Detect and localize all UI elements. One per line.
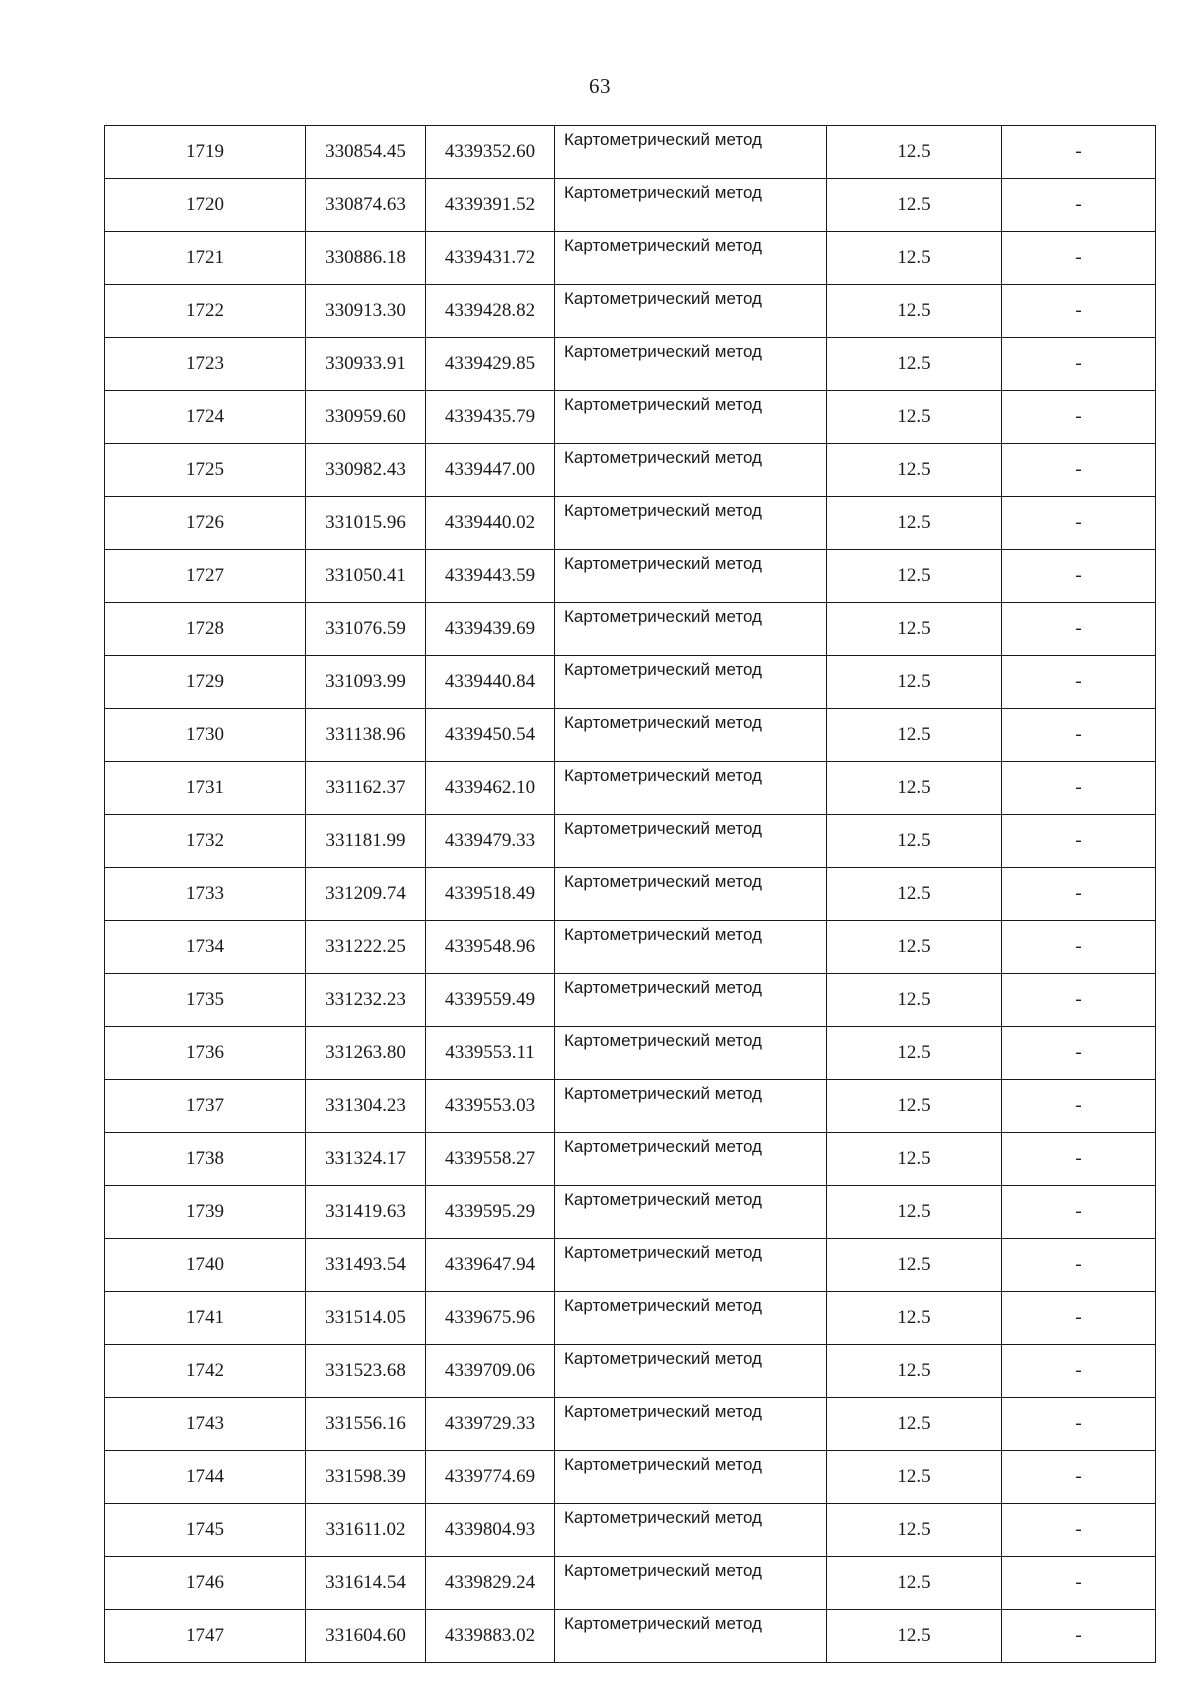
method-cell: Картометрический метод bbox=[555, 1345, 827, 1398]
point-number-cell: 1719 bbox=[105, 126, 306, 179]
point-number-cell: 1747 bbox=[105, 1610, 306, 1663]
accuracy-cell: 12.5 bbox=[827, 1027, 1002, 1080]
accuracy-cell: 12.5 bbox=[827, 868, 1002, 921]
table-row bbox=[105, 1133, 1156, 1186]
table-row bbox=[105, 285, 1156, 338]
x-coordinate-cell: 331614.54 bbox=[306, 1557, 426, 1610]
x-coordinate-cell: 330959.60 bbox=[306, 391, 426, 444]
y-coordinate-cell: 4339558.27 bbox=[426, 1133, 555, 1186]
y-coordinate-cell: 4339391.52 bbox=[426, 179, 555, 232]
note-cell: - bbox=[1002, 1557, 1156, 1610]
table-row bbox=[105, 179, 1156, 232]
method-cell: Картометрический метод bbox=[555, 1557, 827, 1610]
y-coordinate-cell: 4339518.49 bbox=[426, 868, 555, 921]
coordinates-table bbox=[104, 125, 1156, 1663]
x-coordinate-cell: 330886.18 bbox=[306, 232, 426, 285]
table-row bbox=[105, 1292, 1156, 1345]
accuracy-cell: 12.5 bbox=[827, 338, 1002, 391]
note-cell: - bbox=[1002, 603, 1156, 656]
accuracy-cell: 12.5 bbox=[827, 709, 1002, 762]
x-coordinate-cell: 331209.74 bbox=[306, 868, 426, 921]
y-coordinate-cell: 4339428.82 bbox=[426, 285, 555, 338]
table-row bbox=[105, 762, 1156, 815]
note-cell: - bbox=[1002, 1451, 1156, 1504]
table-row bbox=[105, 497, 1156, 550]
point-number-cell: 1738 bbox=[105, 1133, 306, 1186]
accuracy-cell: 12.5 bbox=[827, 497, 1002, 550]
point-number-cell: 1743 bbox=[105, 1398, 306, 1451]
table-row bbox=[105, 338, 1156, 391]
table-row bbox=[105, 1186, 1156, 1239]
method-cell: Картометрический метод bbox=[555, 1610, 827, 1663]
note-cell: - bbox=[1002, 1027, 1156, 1080]
accuracy-cell: 12.5 bbox=[827, 1186, 1002, 1239]
method-cell: Картометрический метод bbox=[555, 1451, 827, 1504]
accuracy-cell: 12.5 bbox=[827, 1610, 1002, 1663]
x-coordinate-cell: 331232.23 bbox=[306, 974, 426, 1027]
accuracy-cell: 12.5 bbox=[827, 815, 1002, 868]
page-number: 63 bbox=[589, 74, 611, 98]
y-coordinate-cell: 4339804.93 bbox=[426, 1504, 555, 1557]
y-coordinate-cell: 4339443.59 bbox=[426, 550, 555, 603]
note-cell: - bbox=[1002, 974, 1156, 1027]
x-coordinate-cell: 331181.99 bbox=[306, 815, 426, 868]
point-number-cell: 1727 bbox=[105, 550, 306, 603]
y-coordinate-cell: 4339429.85 bbox=[426, 338, 555, 391]
point-number-cell: 1736 bbox=[105, 1027, 306, 1080]
point-number-cell: 1721 bbox=[105, 232, 306, 285]
x-coordinate-cell: 331493.54 bbox=[306, 1239, 426, 1292]
note-cell: - bbox=[1002, 656, 1156, 709]
note-cell: - bbox=[1002, 1239, 1156, 1292]
x-coordinate-cell: 331050.41 bbox=[306, 550, 426, 603]
method-cell: Картометрический метод bbox=[555, 1186, 827, 1239]
y-coordinate-cell: 4339595.29 bbox=[426, 1186, 555, 1239]
table-row bbox=[105, 868, 1156, 921]
accuracy-cell: 12.5 bbox=[827, 1504, 1002, 1557]
x-coordinate-cell: 330933.91 bbox=[306, 338, 426, 391]
accuracy-cell: 12.5 bbox=[827, 1451, 1002, 1504]
y-coordinate-cell: 4339709.06 bbox=[426, 1345, 555, 1398]
accuracy-cell: 12.5 bbox=[827, 921, 1002, 974]
x-coordinate-cell: 331138.96 bbox=[306, 709, 426, 762]
point-number-cell: 1725 bbox=[105, 444, 306, 497]
accuracy-cell: 12.5 bbox=[827, 762, 1002, 815]
y-coordinate-cell: 4339729.33 bbox=[426, 1398, 555, 1451]
y-coordinate-cell: 4339647.94 bbox=[426, 1239, 555, 1292]
method-cell: Картометрический метод bbox=[555, 1133, 827, 1186]
accuracy-cell: 12.5 bbox=[827, 444, 1002, 497]
point-number-cell: 1724 bbox=[105, 391, 306, 444]
method-cell: Картометрический метод bbox=[555, 815, 827, 868]
point-number-cell: 1722 bbox=[105, 285, 306, 338]
point-number-cell: 1739 bbox=[105, 1186, 306, 1239]
x-coordinate-cell: 331076.59 bbox=[306, 603, 426, 656]
point-number-cell: 1745 bbox=[105, 1504, 306, 1557]
x-coordinate-cell: 331523.68 bbox=[306, 1345, 426, 1398]
method-cell: Картометрический метод bbox=[555, 232, 827, 285]
x-coordinate-cell: 330874.63 bbox=[306, 179, 426, 232]
point-number-cell: 1742 bbox=[105, 1345, 306, 1398]
point-number-cell: 1720 bbox=[105, 179, 306, 232]
point-number-cell: 1723 bbox=[105, 338, 306, 391]
note-cell: - bbox=[1002, 285, 1156, 338]
method-cell: Картометрический метод bbox=[555, 1080, 827, 1133]
coordinates-table-body bbox=[105, 126, 1156, 1663]
point-number-cell: 1734 bbox=[105, 921, 306, 974]
accuracy-cell: 12.5 bbox=[827, 603, 1002, 656]
note-cell: - bbox=[1002, 179, 1156, 232]
table-row bbox=[105, 1504, 1156, 1557]
note-cell: - bbox=[1002, 709, 1156, 762]
y-coordinate-cell: 4339548.96 bbox=[426, 921, 555, 974]
note-cell: - bbox=[1002, 1398, 1156, 1451]
table-row bbox=[105, 1451, 1156, 1504]
point-number-cell: 1726 bbox=[105, 497, 306, 550]
x-coordinate-cell: 331419.63 bbox=[306, 1186, 426, 1239]
note-cell: - bbox=[1002, 550, 1156, 603]
table-row bbox=[105, 1398, 1156, 1451]
method-cell: Картометрический метод bbox=[555, 1292, 827, 1345]
accuracy-cell: 12.5 bbox=[827, 550, 1002, 603]
table-row bbox=[105, 1080, 1156, 1133]
point-number-cell: 1741 bbox=[105, 1292, 306, 1345]
table-row bbox=[105, 709, 1156, 762]
method-cell: Картометрический метод bbox=[555, 338, 827, 391]
y-coordinate-cell: 4339447.00 bbox=[426, 444, 555, 497]
note-cell: - bbox=[1002, 1133, 1156, 1186]
note-cell: - bbox=[1002, 1610, 1156, 1663]
table-row bbox=[105, 974, 1156, 1027]
x-coordinate-cell: 331304.23 bbox=[306, 1080, 426, 1133]
table-row bbox=[105, 815, 1156, 868]
point-number-cell: 1729 bbox=[105, 656, 306, 709]
y-coordinate-cell: 4339439.69 bbox=[426, 603, 555, 656]
point-number-cell: 1735 bbox=[105, 974, 306, 1027]
table-row bbox=[105, 550, 1156, 603]
accuracy-cell: 12.5 bbox=[827, 1398, 1002, 1451]
table-row bbox=[105, 1557, 1156, 1610]
note-cell: - bbox=[1002, 232, 1156, 285]
table-row bbox=[105, 1239, 1156, 1292]
table-row bbox=[105, 1610, 1156, 1663]
table-row bbox=[105, 126, 1156, 179]
point-number-cell: 1744 bbox=[105, 1451, 306, 1504]
point-number-cell: 1740 bbox=[105, 1239, 306, 1292]
note-cell: - bbox=[1002, 921, 1156, 974]
note-cell: - bbox=[1002, 338, 1156, 391]
note-cell: - bbox=[1002, 868, 1156, 921]
y-coordinate-cell: 4339479.33 bbox=[426, 815, 555, 868]
note-cell: - bbox=[1002, 762, 1156, 815]
note-cell: - bbox=[1002, 126, 1156, 179]
point-number-cell: 1737 bbox=[105, 1080, 306, 1133]
accuracy-cell: 12.5 bbox=[827, 1080, 1002, 1133]
note-cell: - bbox=[1002, 1345, 1156, 1398]
table-row bbox=[105, 656, 1156, 709]
y-coordinate-cell: 4339774.69 bbox=[426, 1451, 555, 1504]
y-coordinate-cell: 4339553.03 bbox=[426, 1080, 555, 1133]
table-row bbox=[105, 232, 1156, 285]
x-coordinate-cell: 331222.25 bbox=[306, 921, 426, 974]
accuracy-cell: 12.5 bbox=[827, 656, 1002, 709]
y-coordinate-cell: 4339435.79 bbox=[426, 391, 555, 444]
accuracy-cell: 12.5 bbox=[827, 1345, 1002, 1398]
accuracy-cell: 12.5 bbox=[827, 126, 1002, 179]
y-coordinate-cell: 4339553.11 bbox=[426, 1027, 555, 1080]
accuracy-cell: 12.5 bbox=[827, 1239, 1002, 1292]
accuracy-cell: 12.5 bbox=[827, 1557, 1002, 1610]
method-cell: Картометрический метод bbox=[555, 497, 827, 550]
accuracy-cell: 12.5 bbox=[827, 974, 1002, 1027]
method-cell: Картометрический метод bbox=[555, 391, 827, 444]
table-row bbox=[105, 1345, 1156, 1398]
method-cell: Картометрический метод bbox=[555, 868, 827, 921]
point-number-cell: 1746 bbox=[105, 1557, 306, 1610]
method-cell: Картометрический метод bbox=[555, 603, 827, 656]
table-row bbox=[105, 1027, 1156, 1080]
x-coordinate-cell: 331162.37 bbox=[306, 762, 426, 815]
x-coordinate-cell: 331604.60 bbox=[306, 1610, 426, 1663]
note-cell: - bbox=[1002, 1504, 1156, 1557]
accuracy-cell: 12.5 bbox=[827, 179, 1002, 232]
x-coordinate-cell: 330854.45 bbox=[306, 126, 426, 179]
point-number-cell: 1733 bbox=[105, 868, 306, 921]
x-coordinate-cell: 331015.96 bbox=[306, 497, 426, 550]
table-row bbox=[105, 603, 1156, 656]
method-cell: Картометрический метод bbox=[555, 921, 827, 974]
note-cell: - bbox=[1002, 1080, 1156, 1133]
method-cell: Картометрический метод bbox=[555, 974, 827, 1027]
table-row bbox=[105, 921, 1156, 974]
note-cell: - bbox=[1002, 1186, 1156, 1239]
x-coordinate-cell: 331263.80 bbox=[306, 1027, 426, 1080]
x-coordinate-cell: 331556.16 bbox=[306, 1398, 426, 1451]
accuracy-cell: 12.5 bbox=[827, 1133, 1002, 1186]
table-row bbox=[105, 391, 1156, 444]
method-cell: Картометрический метод bbox=[555, 444, 827, 497]
note-cell: - bbox=[1002, 444, 1156, 497]
y-coordinate-cell: 4339440.84 bbox=[426, 656, 555, 709]
x-coordinate-cell: 331611.02 bbox=[306, 1504, 426, 1557]
x-coordinate-cell: 331514.05 bbox=[306, 1292, 426, 1345]
y-coordinate-cell: 4339883.02 bbox=[426, 1610, 555, 1663]
x-coordinate-cell: 331093.99 bbox=[306, 656, 426, 709]
method-cell: Картометрический метод bbox=[555, 762, 827, 815]
point-number-cell: 1730 bbox=[105, 709, 306, 762]
y-coordinate-cell: 4339352.60 bbox=[426, 126, 555, 179]
accuracy-cell: 12.5 bbox=[827, 232, 1002, 285]
method-cell: Картометрический метод bbox=[555, 179, 827, 232]
method-cell: Картометрический метод bbox=[555, 550, 827, 603]
y-coordinate-cell: 4339450.54 bbox=[426, 709, 555, 762]
y-coordinate-cell: 4339829.24 bbox=[426, 1557, 555, 1610]
y-coordinate-cell: 4339462.10 bbox=[426, 762, 555, 815]
y-coordinate-cell: 4339559.49 bbox=[426, 974, 555, 1027]
method-cell: Картометрический метод bbox=[555, 285, 827, 338]
note-cell: - bbox=[1002, 391, 1156, 444]
method-cell: Картометрический метод bbox=[555, 656, 827, 709]
note-cell: - bbox=[1002, 497, 1156, 550]
method-cell: Картометрический метод bbox=[555, 1504, 827, 1557]
method-cell: Картометрический метод bbox=[555, 1398, 827, 1451]
x-coordinate-cell: 331324.17 bbox=[306, 1133, 426, 1186]
accuracy-cell: 12.5 bbox=[827, 391, 1002, 444]
method-cell: Картометрический метод bbox=[555, 1027, 827, 1080]
method-cell: Картометрический метод bbox=[555, 1239, 827, 1292]
point-number-cell: 1728 bbox=[105, 603, 306, 656]
note-cell: - bbox=[1002, 815, 1156, 868]
x-coordinate-cell: 330913.30 bbox=[306, 285, 426, 338]
y-coordinate-cell: 4339675.96 bbox=[426, 1292, 555, 1345]
method-cell: Картометрический метод bbox=[555, 126, 827, 179]
accuracy-cell: 12.5 bbox=[827, 285, 1002, 338]
y-coordinate-cell: 4339440.02 bbox=[426, 497, 555, 550]
accuracy-cell: 12.5 bbox=[827, 1292, 1002, 1345]
table-row bbox=[105, 444, 1156, 497]
point-number-cell: 1731 bbox=[105, 762, 306, 815]
x-coordinate-cell: 331598.39 bbox=[306, 1451, 426, 1504]
x-coordinate-cell: 330982.43 bbox=[306, 444, 426, 497]
method-cell: Картометрический метод bbox=[555, 709, 827, 762]
point-number-cell: 1732 bbox=[105, 815, 306, 868]
y-coordinate-cell: 4339431.72 bbox=[426, 232, 555, 285]
note-cell: - bbox=[1002, 1292, 1156, 1345]
